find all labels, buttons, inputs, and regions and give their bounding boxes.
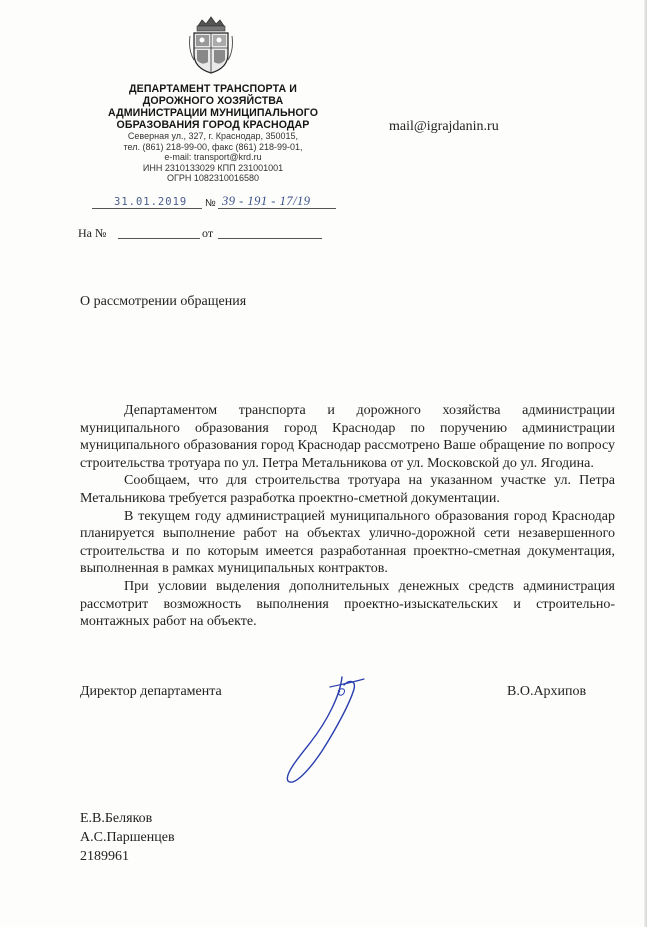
body-paragraph: При условии выделения дополнительных денежных средств администрация рассмотрит возможность выполнения проектно-изыскательских и строительно-монтажных работ на объекте. bbox=[80, 578, 615, 630]
org-name-line-3: АДМИНИСТРАЦИИ МУНИЦИПАЛЬНОГО bbox=[107, 107, 319, 119]
org-phones: тел. (861) 218-99-00, факс (861) 218-99-01, bbox=[123, 141, 303, 152]
handwritten-signature bbox=[270, 665, 380, 785]
org-email: e-mail: transport@krd.ru bbox=[164, 152, 262, 163]
letter-subject: О рассмотрении обращения bbox=[80, 294, 247, 309]
number-underline bbox=[218, 208, 336, 209]
signatory-name: В.О.Архипов bbox=[507, 684, 587, 699]
org-name-line-2: ДОРОЖНОГО ХОЗЯЙСТВА bbox=[142, 95, 284, 107]
reference-date-blank bbox=[218, 238, 322, 239]
executor-phone: 2189961 bbox=[80, 849, 129, 864]
org-ogrn: ОГРН 1082310016580 bbox=[167, 173, 259, 184]
org-inn-kpp: ИНН 2310133029 КПП 231001001 bbox=[142, 162, 284, 173]
letterhead bbox=[88, 83, 338, 184]
executor-line: А.С.Паршенцев bbox=[80, 830, 175, 845]
signatory-title: Директор департамента bbox=[80, 684, 222, 699]
reference-line bbox=[78, 226, 338, 244]
coat-of-arms-icon bbox=[188, 14, 234, 76]
reference-number-blank bbox=[118, 238, 200, 239]
date-underline bbox=[92, 208, 202, 209]
org-name-line-4: ОБРАЗОВАНИЯ ГОРОД КРАСНОДАР bbox=[116, 119, 310, 131]
recipient-email: mail@igrajdanin.ru bbox=[389, 119, 499, 134]
executor-line: Е.В.Беляков bbox=[80, 811, 153, 826]
body-paragraph: Сообщаем, что для строительства тротуара на указанном участке ул. Петра Метальникова требуется разработка проектно-сметной документации. bbox=[80, 473, 615, 506]
registration-line bbox=[92, 195, 342, 215]
body-paragraph: Департаментом транспорта и дорожного хозяйства администрации муниципального образования город Краснодар по поручению администрации муниципального образования город Краснодар рассмотрено Ваше обращение по вопросу строительства тротуара по ул. Петра Метальникова от ул. Московской до ул. Ягодина. bbox=[80, 403, 615, 471]
executors-block bbox=[80, 809, 175, 866]
reference-date-label: от bbox=[202, 226, 214, 240]
org-address: Северная ул., 327, г. Краснодар, 350015, bbox=[127, 131, 299, 141]
registration-date: 31.01.2019 bbox=[114, 196, 188, 208]
registration-number: 39 - 191 - 17/19 bbox=[222, 194, 311, 208]
registration-number-label: № bbox=[205, 198, 216, 209]
reference-number-label: На № bbox=[78, 226, 107, 240]
letter-body bbox=[80, 402, 615, 631]
body-paragraph: В текущем году администрацией муниципального образования город Краснодар планируется выполнение работ на объектах улично-дорожной сети незавершенного строительства и по которым имеется разработанная проектно-сметная документация, выполненная в рамках муниципальных контрактов. bbox=[80, 508, 615, 577]
org-name-line-1: ДЕПАРТАМЕНТ ТРАНСПОРТА И bbox=[129, 83, 297, 95]
